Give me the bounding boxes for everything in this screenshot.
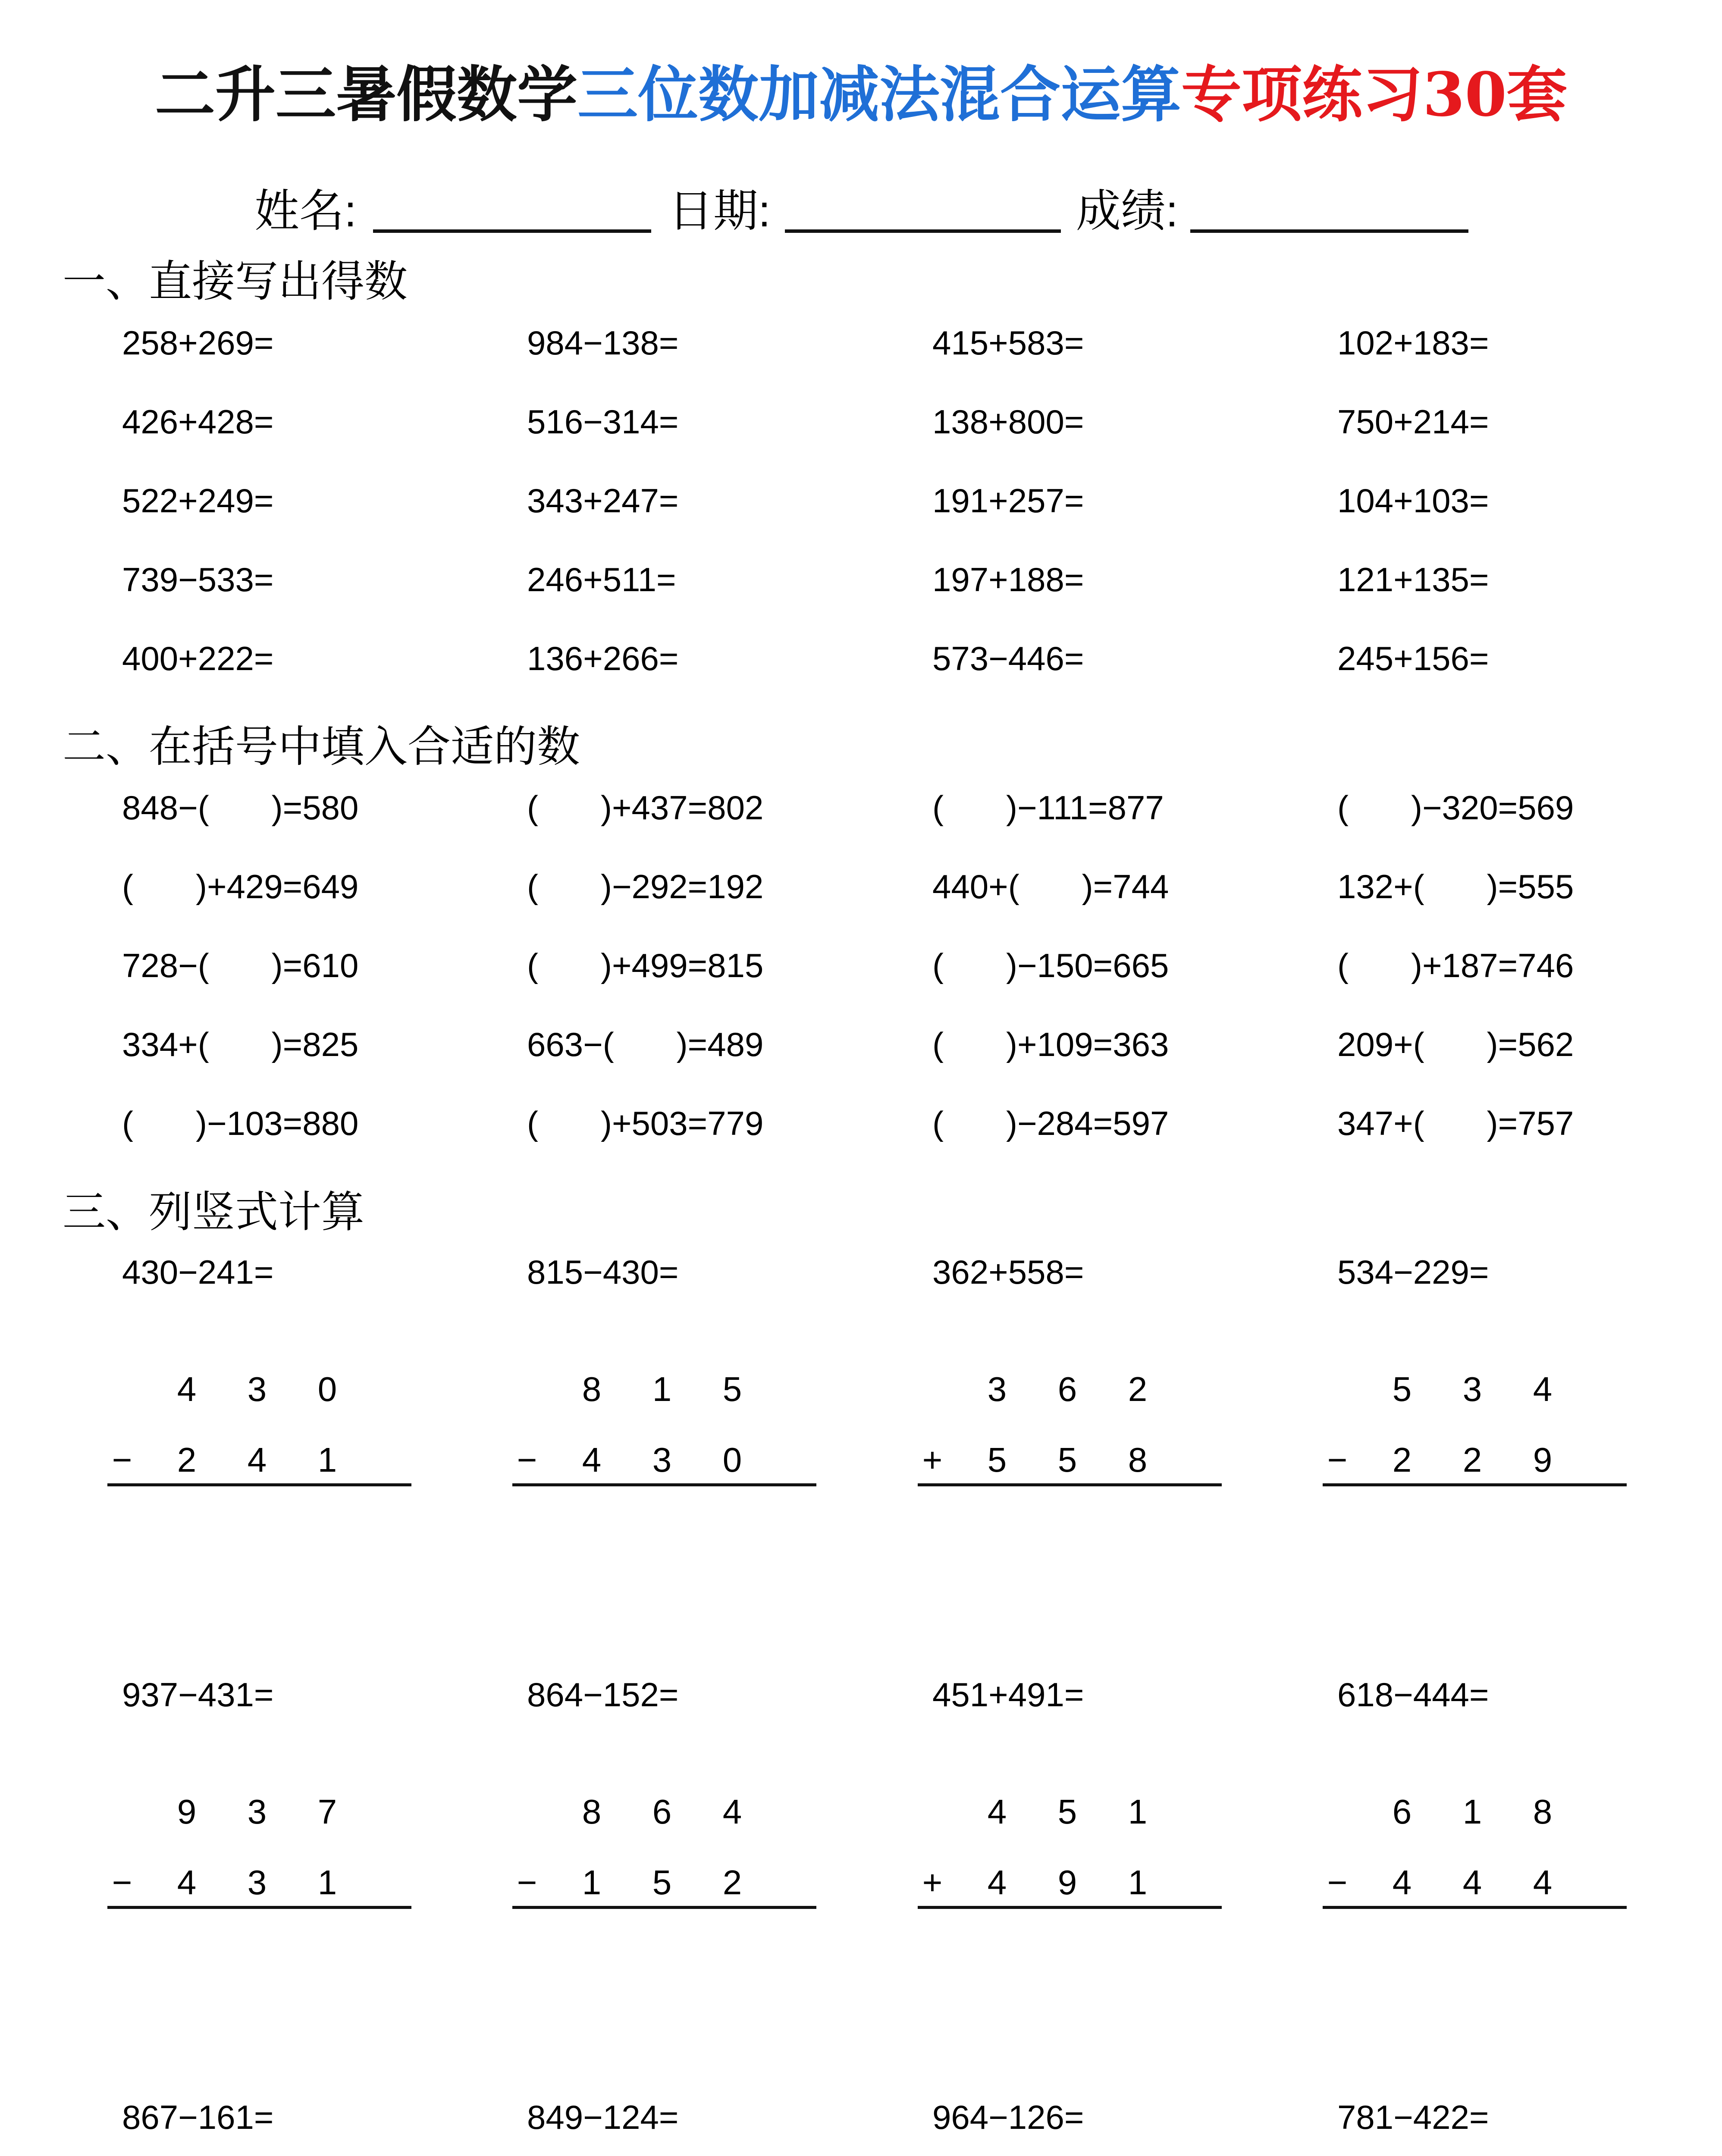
fill-blank-problem <box>932 1102 1169 1145</box>
problem-prefix: 132+( <box>1337 868 1424 906</box>
fill-blank-problem <box>527 786 763 829</box>
vertical-problem-expression: 937−431= <box>122 1676 274 1714</box>
operator-sign: − <box>517 1863 537 1902</box>
top-digit: 8 <box>582 1370 602 1408</box>
problem-suffix: )−150=665 <box>1006 946 1169 984</box>
vertical-problem-expression: 781−422= <box>1337 2098 1489 2136</box>
problem-suffix: )−284=597 <box>1006 1104 1169 1142</box>
operator-sign: + <box>922 1441 943 1479</box>
date-label: 日期: <box>668 186 771 236</box>
problem-suffix: )=562 <box>1487 1025 1574 1063</box>
top-digit: 4 <box>1533 1370 1553 1408</box>
section-1-heading: 一、直接写出得数 <box>63 256 408 307</box>
fill-blank-problem <box>527 1023 763 1066</box>
vertical-problem-expression: 534−229= <box>1337 1253 1489 1291</box>
bottom-digit: 8 <box>1128 1441 1148 1479</box>
title-part-3: 专项练习30套 <box>1181 60 1567 130</box>
problem-prefix: ( <box>932 789 944 827</box>
vertical-problem-expression: 964−126= <box>932 2098 1084 2136</box>
bottom-digit: 1 <box>1128 1863 1148 1902</box>
bottom-digit: 4 <box>1462 1863 1482 1902</box>
arithmetic-problem: 400+222= <box>122 639 274 677</box>
problem-suffix: )−320=569 <box>1411 789 1574 827</box>
arithmetic-problem: 136+266= <box>527 639 679 677</box>
top-digit: 1 <box>1462 1792 1482 1831</box>
top-digit: 1 <box>652 1370 672 1408</box>
problem-suffix: )=610 <box>271 946 359 984</box>
bottom-digit: 4 <box>987 1863 1007 1902</box>
top-digit: 0 <box>317 1370 337 1408</box>
problem-prefix: 848−( <box>122 789 209 827</box>
problem-prefix: ( <box>122 1104 133 1142</box>
fill-blank-problem <box>1337 865 1574 908</box>
bottom-digit: 9 <box>1057 1863 1077 1902</box>
fill-blank-problem <box>527 1102 763 1145</box>
arithmetic-problem: 191+257= <box>932 482 1084 520</box>
operator-sign: − <box>517 1441 537 1479</box>
bottom-digit: 9 <box>1533 1441 1553 1479</box>
problem-prefix: 209+( <box>1337 1025 1424 1063</box>
problem-prefix: ( <box>932 1104 944 1142</box>
operator-sign: − <box>1327 1863 1348 1902</box>
top-digit: 5 <box>1057 1792 1077 1831</box>
problem-suffix: )+437=802 <box>600 789 764 827</box>
problem-prefix: ( <box>527 1104 538 1142</box>
top-digit: 9 <box>177 1792 197 1831</box>
top-digit: 7 <box>317 1792 337 1831</box>
fill-blank-problem <box>932 1023 1169 1066</box>
problem-suffix: )=757 <box>1487 1104 1574 1142</box>
bottom-digit: 5 <box>1057 1441 1077 1479</box>
answer-line <box>1323 1906 1627 1909</box>
problem-suffix: )+503=779 <box>600 1104 764 1142</box>
top-digit: 8 <box>582 1792 602 1831</box>
answer-line <box>918 1483 1222 1486</box>
section-2-heading: 二、在括号中填入合适的数 <box>63 721 580 772</box>
fill-blank-problem <box>932 865 1169 908</box>
problem-suffix: )−111=877 <box>1006 789 1164 827</box>
answer-line <box>107 1906 411 1909</box>
fill-blank-problem <box>122 865 358 908</box>
problem-suffix: )+429=649 <box>195 868 359 906</box>
problem-suffix: )=555 <box>1487 868 1574 906</box>
top-digit: 6 <box>1392 1792 1412 1831</box>
bottom-digit: 4 <box>1533 1863 1553 1902</box>
fill-blank-problem <box>932 786 1164 829</box>
fill-blank-problem <box>122 1023 358 1066</box>
problem-suffix: )=825 <box>271 1025 359 1063</box>
bottom-digit: 4 <box>247 1441 267 1479</box>
bottom-digit: 1 <box>582 1863 602 1902</box>
top-digit: 2 <box>1128 1370 1148 1408</box>
fill-blank-problem <box>1337 786 1574 829</box>
title-part-1: 二升三暑假数学 <box>155 60 578 130</box>
problem-suffix: )−103=880 <box>195 1104 359 1142</box>
top-digit: 5 <box>722 1370 742 1408</box>
arithmetic-problem: 415+583= <box>932 324 1084 362</box>
top-digit: 3 <box>247 1792 267 1831</box>
vertical-problem-expression: 867−161= <box>122 2098 274 2136</box>
arithmetic-problem: 197+188= <box>932 561 1084 599</box>
problem-prefix: ( <box>1337 946 1349 984</box>
student-info-row <box>0 183 1722 239</box>
fill-blank-problem <box>122 1102 358 1145</box>
problem-suffix: )+499=815 <box>600 946 764 984</box>
arithmetic-problem: 573−446= <box>932 639 1084 677</box>
answer-line <box>512 1483 816 1486</box>
arithmetic-problem: 426+428= <box>122 403 274 441</box>
problem-prefix: ( <box>1337 789 1349 827</box>
answer-line <box>1323 1483 1627 1486</box>
arithmetic-problem: 984−138= <box>527 324 679 362</box>
top-digit: 4 <box>722 1792 742 1831</box>
vertical-problem-expression: 618−444= <box>1337 1676 1489 1714</box>
operator-sign: − <box>112 1863 132 1902</box>
name-label: 姓名: <box>254 186 357 236</box>
top-digit: 3 <box>247 1370 267 1408</box>
bottom-digit: 4 <box>177 1863 197 1902</box>
vertical-problem-expression: 849−124= <box>527 2098 679 2136</box>
title-part-2: 三位数加减法混合运算 <box>577 60 1182 130</box>
arithmetic-problem: 343+247= <box>527 482 679 520</box>
arithmetic-problem: 104+103= <box>1337 482 1489 520</box>
arithmetic-problem: 102+183= <box>1337 324 1489 362</box>
bottom-digit: 4 <box>582 1441 602 1479</box>
bottom-digit: 1 <box>317 1863 337 1902</box>
fill-blank-problem <box>122 786 358 829</box>
top-digit: 5 <box>1392 1370 1412 1408</box>
problem-prefix: ( <box>527 789 538 827</box>
top-digit: 6 <box>1057 1370 1077 1408</box>
bottom-digit: 5 <box>652 1863 672 1902</box>
top-digit: 8 <box>1533 1792 1553 1831</box>
problem-prefix: 334+( <box>122 1025 209 1063</box>
section-3-heading: 三、列竖式计算 <box>63 1187 364 1237</box>
fill-blank-problem <box>932 944 1169 987</box>
problem-prefix: 663−( <box>527 1025 614 1063</box>
operator-sign: − <box>1327 1441 1348 1479</box>
problem-suffix: )=489 <box>676 1025 764 1063</box>
vertical-problem-expression: 362+558= <box>932 1253 1084 1291</box>
bottom-digit: 2 <box>1462 1441 1482 1479</box>
problem-suffix: )+187=746 <box>1411 946 1574 984</box>
fill-blank-problem <box>527 944 763 987</box>
problem-suffix: )+109=363 <box>1006 1025 1169 1063</box>
vertical-problem-expression: 451+491= <box>932 1676 1084 1714</box>
arithmetic-problem: 750+214= <box>1337 403 1489 441</box>
problem-prefix: ( <box>932 1025 944 1063</box>
bottom-digit: 2 <box>722 1863 742 1902</box>
problem-prefix: ( <box>122 868 133 906</box>
top-digit: 6 <box>652 1792 672 1831</box>
vertical-problem-expression: 864−152= <box>527 1676 679 1714</box>
bottom-digit: 4 <box>1392 1863 1412 1902</box>
arithmetic-problem: 138+800= <box>932 403 1084 441</box>
name-blank[interactable] <box>373 229 651 233</box>
operator-sign: − <box>112 1441 132 1479</box>
problem-prefix: 440+( <box>932 868 1019 906</box>
score-label: 成绩: <box>1076 186 1178 236</box>
arithmetic-problem: 246+511= <box>527 561 676 599</box>
problem-prefix: 728−( <box>122 946 209 984</box>
bottom-digit: 3 <box>247 1863 267 1902</box>
problem-prefix: 347+( <box>1337 1104 1424 1142</box>
arithmetic-problem: 739−533= <box>122 561 274 599</box>
vertical-problem-expression: 430−241= <box>122 1253 274 1291</box>
bottom-digit: 1 <box>317 1441 337 1479</box>
problem-prefix: ( <box>527 868 538 906</box>
top-digit: 3 <box>987 1370 1007 1408</box>
top-digit: 4 <box>987 1792 1007 1831</box>
problem-suffix: )=580 <box>271 789 359 827</box>
arithmetic-problem: 522+249= <box>122 482 274 520</box>
top-digit: 1 <box>1128 1792 1148 1831</box>
bottom-digit: 2 <box>177 1441 197 1479</box>
problem-suffix: )−292=192 <box>600 868 764 906</box>
problem-prefix: ( <box>527 946 538 984</box>
arithmetic-problem: 516−314= <box>527 403 679 441</box>
vertical-problem-expression: 815−430= <box>527 1253 679 1291</box>
operator-sign: + <box>922 1863 943 1902</box>
bottom-digit: 2 <box>1392 1441 1412 1479</box>
top-digit: 4 <box>177 1370 197 1408</box>
bottom-digit: 0 <box>722 1441 742 1479</box>
bottom-digit: 3 <box>652 1441 672 1479</box>
top-digit: 3 <box>1462 1370 1482 1408</box>
date-blank[interactable] <box>785 229 1061 233</box>
fill-blank-problem <box>1337 1023 1574 1066</box>
arithmetic-problem: 121+135= <box>1337 561 1489 599</box>
problem-suffix: )=744 <box>1082 868 1169 906</box>
fill-blank-problem <box>527 865 763 908</box>
problem-prefix: ( <box>932 946 944 984</box>
page-title <box>0 60 1722 129</box>
answer-line <box>512 1906 816 1909</box>
answer-line <box>107 1483 411 1486</box>
fill-blank-problem <box>1337 1102 1574 1145</box>
answer-line <box>918 1906 1222 1909</box>
fill-blank-problem <box>1337 944 1574 987</box>
score-blank[interactable] <box>1190 229 1468 233</box>
fill-blank-problem <box>122 944 358 987</box>
arithmetic-problem: 245+156= <box>1337 639 1489 677</box>
arithmetic-problem: 258+269= <box>122 324 274 362</box>
bottom-digit: 5 <box>987 1441 1007 1479</box>
